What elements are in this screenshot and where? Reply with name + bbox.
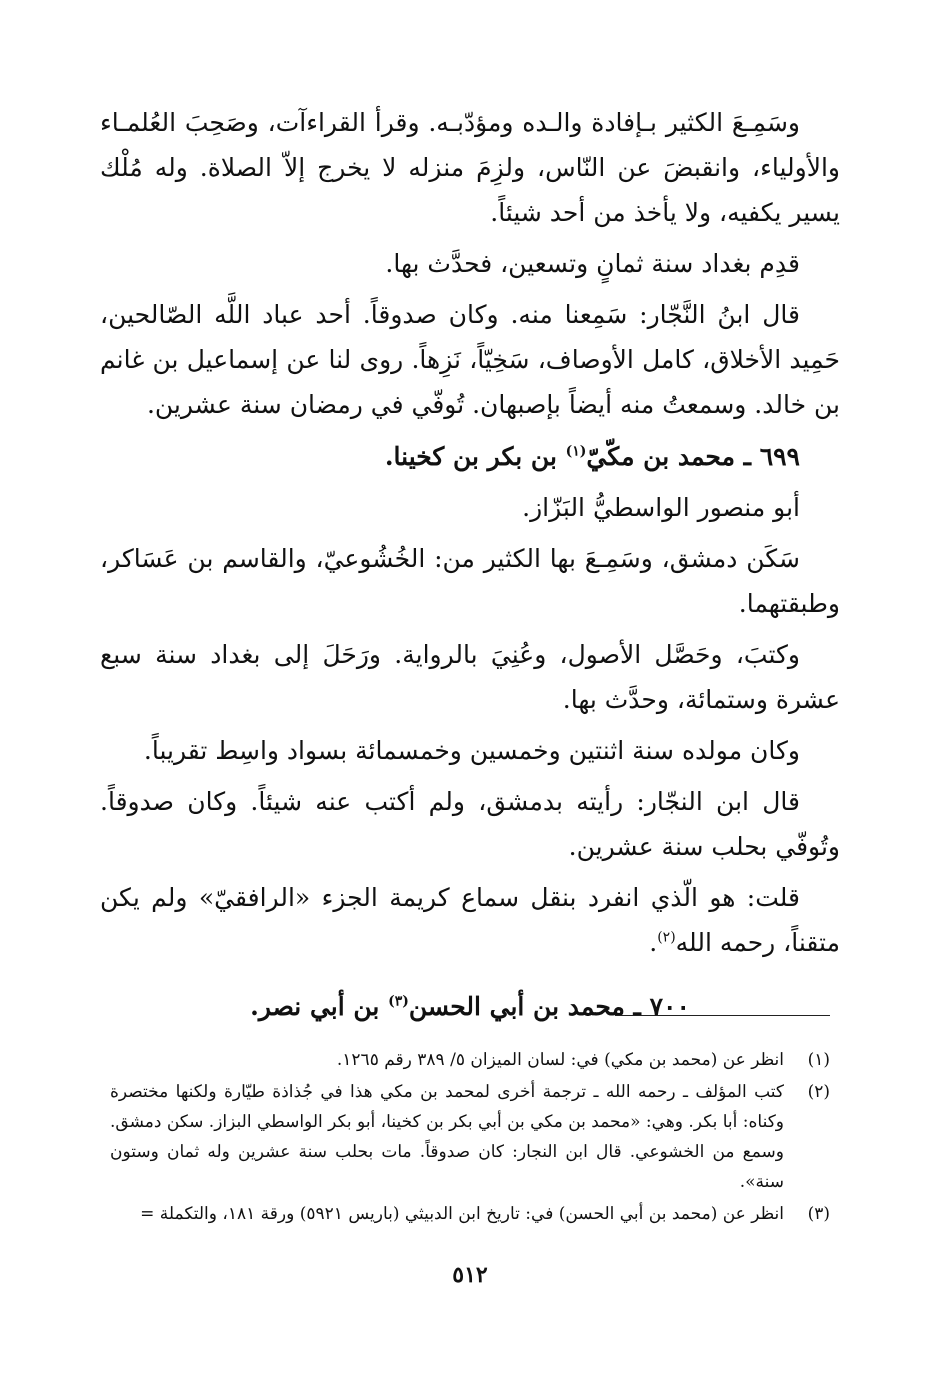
paragraph: قال ابن النجّار: رأيته بدمشق، ولم أكتب عنه شيئاً. وكان صدوقاً. وتُوفّي بحلب سنة عشرين. (100, 787, 840, 861)
footnote-number: (٢) (807, 1082, 830, 1102)
paragraph: وكان مولده سنة اثنتين وخمسين وخمسمائة بسواد واسِط تقريباً. (143, 736, 800, 765)
paragraph: قال ابنُ النَّجّار: سَمِعنا منه. وكان صدوقاً. أحد عباد اللَّه الصّالحين، حَمِيد الأخلاق، كامل الأوصاف، سَخِيّاً، نَزِهاً. روى لنا عن إسماعيل بن غانم بن خالد. وسمعتُ منه أيضاً بإصبهان. تُوفّي في رمضان سنة عشرين. (100, 300, 840, 419)
entry-heading-text: ٦٩٩ ـ محمد بن مكّيّ (586, 442, 800, 471)
paragraph: أبو منصور الواسطيُّ البَزّاز. (522, 493, 800, 522)
footnote-ref-3: (٣) (388, 993, 409, 1010)
entry-heading-text: ٧٠٠ ـ محمد بن أبي الحسن (408, 992, 690, 1021)
footnote (110, 1199, 830, 1229)
main-text (100, 100, 840, 1035)
paragraph: قدِم بغداد سنة ثمانٍ وتسعين، فحدَّث بها. (385, 249, 800, 278)
footnote-text: كتب المؤلف ـ رحمه الله ـ ترجمة أخرى لمحمد بن مكي هذا في جُذاذة طيّارة ولكنها مختصرة وكناه: أبا بكر. وهي: «محمد بن مكي بن أبي بكر بن كخينا، أبو بكر الواسطي البزاز. سكن دمشق. وسمع من الخشوعي. قال ابن النجار: كان صدوقاً. مات بحلب سنة عشرين وله ثمان وستون سنة». (110, 1082, 784, 1192)
footnote (110, 1045, 830, 1075)
footnote-number: (١) (807, 1050, 830, 1070)
paragraph-text: . (649, 928, 658, 957)
paragraph-text: قلت: هو الّذي انفرد بنقل سماع كريمة الجزء «الرافقيّ» ولم يكن متقناً، رحمه الله (100, 883, 840, 957)
footnote-ref-2: (٢) (657, 929, 676, 946)
page-number: ٥١٢ (452, 1262, 488, 1288)
entry-heading-text: بن بكر بن كخينا. (384, 442, 566, 471)
entry-heading-700 (100, 983, 840, 1031)
paragraph: وسَمِـعَ الكثير بـإفادة والـده ومؤدّبـه. وقرأ القراءآت، وصَحِبَ العُلمـاء والأولياء، وانقبضَ عن النّاس، ولزِمَ منزله لا يخرج إلاّ الصلاة. وله مُلْك يسير يكفيه، ولا يأخذ من أحد شيئاً. (100, 108, 840, 227)
footnotes (110, 1045, 830, 1231)
footnote-divider (615, 1015, 830, 1016)
entry-heading-699 (100, 433, 840, 481)
footnote (110, 1077, 830, 1197)
entry-heading-text: بن أبي نصر. (250, 992, 389, 1021)
footnote-text: انظر عن (محمد بن مكي) في: لسان الميزان ٥/ ٣٨٩ رقم ١٢٦٥. (336, 1050, 784, 1070)
paragraph: وكتبَ، وحَصَّل الأصول، وعُنِيَ بالرواية. ورَحَلَ إلى بغداد سنة سبع عشرة وستمائة، وحدَّث بها. (100, 640, 840, 714)
paragraph (100, 875, 840, 965)
paragraph: سَكَن دمشق، وسَمِـعَ بها الكثير من: الخُشُوعيّ، والقاسم بن عَسَاكر، وطبقتهما. (100, 544, 840, 618)
footnote-text: انظر عن (محمد بن أبي الحسن) في: تاريخ ابن الدبيثي (باريس ٥٩٢١) ورقة ١٨١، والتكملة = (140, 1204, 784, 1224)
footnote-ref-1: (١) (565, 443, 587, 460)
footnote-number: (٣) (807, 1204, 830, 1224)
